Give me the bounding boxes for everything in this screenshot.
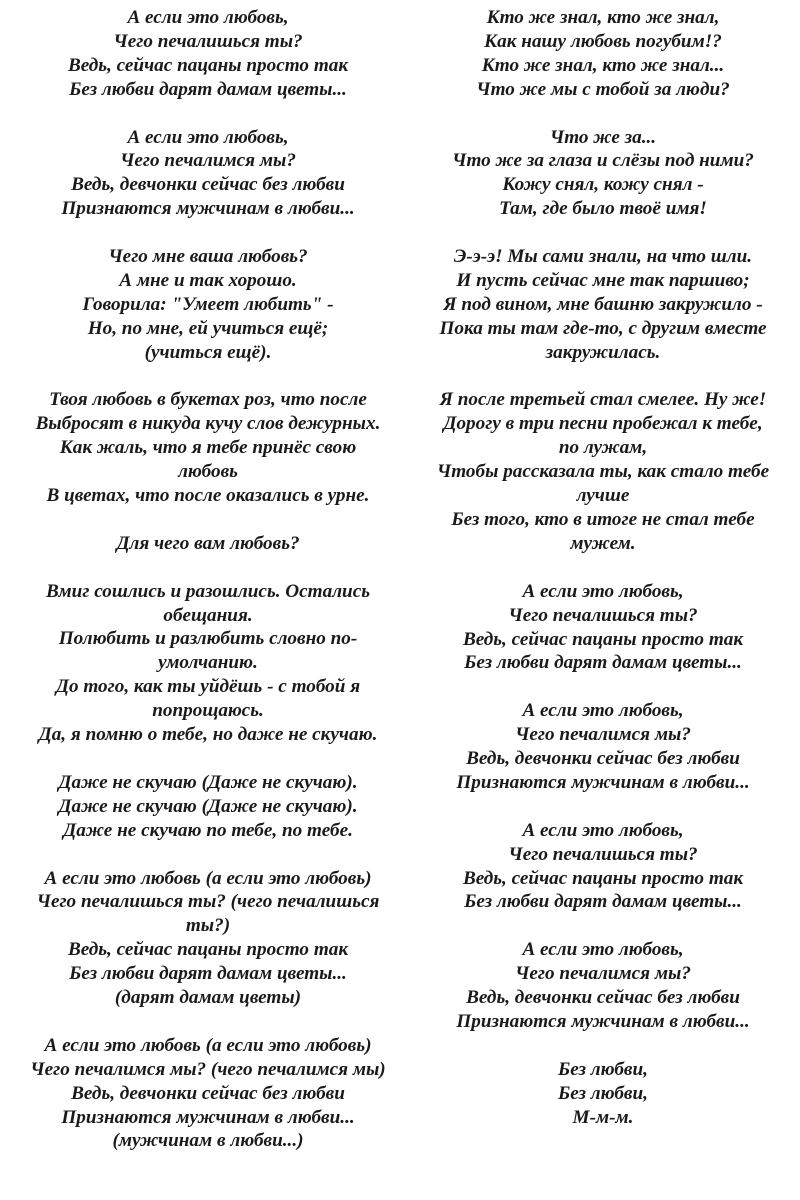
lyric-line: Признаются мужчинам в любви... — [61, 198, 355, 220]
lyric-line: А если это любовь (а если это любовь) — [44, 867, 372, 889]
stanza — [408, 245, 798, 365]
lyric-line: Что же мы с тобой за люди? — [476, 78, 730, 100]
lyric-line: Ведь, сейчас пацаны просто так — [462, 628, 744, 650]
lyric-line: Чего печалимся мы? — [515, 963, 691, 985]
lyric-line: Ведь, девчонки сейчас без любви — [466, 748, 740, 770]
lyric-line: Чего печалишься ты? (чего печалишься — [36, 891, 380, 913]
stanza — [408, 938, 798, 1034]
lyric-line: А если это любовь, — [522, 939, 684, 961]
stanza — [6, 388, 410, 508]
lyric-line: Я под вином, мне башню закружило - — [443, 293, 763, 315]
lyric-line: Как жаль, что я тебе принёс свою — [59, 437, 357, 459]
lyric-line: Ведь, сейчас пацаны просто так — [67, 54, 349, 76]
lyric-line: А если это любовь, — [522, 700, 684, 722]
lyric-line: А мне и так хорошо. — [119, 269, 297, 291]
lyric-line: Я после третьей стал смелее. Ну же! — [439, 389, 767, 411]
lyric-line: Что же за глаза и слёзы под ними? — [452, 150, 754, 172]
lyric-line: А если это любовь (а если это любовь) — [44, 1034, 372, 1056]
lyric-line: Без любви, — [558, 1058, 648, 1080]
lyric-line: Чего печалимся мы? — [515, 724, 691, 746]
stanza — [408, 580, 798, 676]
lyric-line: М-м-м. — [572, 1106, 634, 1128]
lyric-line: Чего печалишься ты? — [113, 30, 303, 52]
stanza — [6, 867, 410, 1010]
lyric-line: Чего печалимся мы? (чего печалимся мы) — [30, 1058, 386, 1080]
stanza — [6, 126, 410, 222]
lyric-line: Чего печалишься ты? — [508, 843, 698, 865]
lyric-line: Ведь, девчонки сейчас без любви — [71, 174, 345, 196]
lyric-line: мужем. — [570, 532, 636, 554]
stanza — [6, 6, 410, 102]
lyric-line: Там, где было твоё имя! — [499, 198, 707, 220]
lyric-line: Кто же знал, кто же знал, — [486, 7, 720, 28]
lyric-line: умолчанию. — [158, 652, 258, 674]
lyric-line: Чего мне ваша любовь? — [108, 246, 308, 268]
lyric-line: А если это любовь, — [127, 7, 289, 28]
lyric-line: Что же за... — [549, 126, 657, 148]
lyric-line: Говорила: "Умеет любить" - — [82, 293, 334, 315]
lyric-line: Ведь, сейчас пацаны просто так — [67, 939, 349, 961]
lyric-line: лучше — [576, 485, 630, 507]
lyric-line: попрощаюсь. — [152, 700, 264, 722]
stanza — [408, 819, 798, 915]
lyric-line: (дарят дамам цветы) — [114, 987, 302, 1009]
lyric-line: Дорогу в три песни пробежал к тебе, — [443, 413, 763, 435]
lyric-line: Без любви дарят дамам цветы... — [464, 891, 742, 913]
lyric-line: Пока ты там где-то, с другим вместе — [439, 317, 767, 339]
lyric-line: Даже не скучаю (Даже не скучаю). — [58, 771, 358, 793]
lyric-line: Да, я помню о тебе, но даже не скучаю. — [38, 724, 378, 746]
lyric-line: ты?) — [185, 915, 231, 937]
lyric-line: Даже не скучаю по тебе, по тебе. — [63, 819, 353, 841]
lyric-line: Признаются мужчинам в любви... — [456, 1010, 750, 1032]
lyric-line: Как нашу любовь погубим!? — [484, 30, 722, 52]
lyric-line: Чего печалимся мы? — [120, 150, 296, 172]
stanza — [408, 126, 798, 222]
stanza — [6, 580, 410, 747]
lyric-line: А если это любовь, — [522, 580, 684, 602]
lyric-line: Даже не скучаю (Даже не скучаю). — [58, 795, 358, 817]
lyric-line: Кожу снял, кожу снял - — [502, 174, 704, 196]
lyric-line: Без любви дарят дамам цветы... — [69, 78, 347, 100]
stanza — [6, 245, 410, 365]
lyric-line: закружилась. — [545, 341, 661, 363]
stanza — [6, 532, 410, 556]
lyric-line: Ведь, девчонки сейчас без любви — [466, 987, 740, 1009]
lyric-line: по лужам, — [558, 437, 648, 459]
lyric-line: любовь — [178, 461, 238, 483]
lyric-line: Ведь, девчонки сейчас без любви — [71, 1082, 345, 1104]
lyric-line: Твоя любовь в букетах роз, что после — [49, 389, 367, 411]
lyric-line: Без любви, — [558, 1082, 648, 1104]
lyric-line: Признаются мужчинам в любви... — [456, 771, 750, 793]
lyric-line: (учиться ещё). — [144, 341, 272, 363]
lyric-line: А если это любовь, — [522, 819, 684, 841]
lyric-line: Без того, кто в итоге не стал тебе — [451, 508, 755, 530]
lyric-line: Полюбить и разлюбить словно по- — [58, 628, 358, 650]
lyric-line: (мужчинам в любви...) — [112, 1130, 304, 1152]
lyric-line: Э-э-э! Мы сами знали, на что шли. — [453, 246, 753, 268]
stanza — [408, 699, 798, 795]
lyrics-column-left — [6, 6, 410, 1177]
lyric-line: До того, как ты уйдёшь - с тобой я — [55, 676, 361, 698]
lyric-line: Ведь, сейчас пацаны просто так — [462, 867, 744, 889]
lyric-line: Вмиг сошлись и разошлись. Остались — [45, 580, 370, 602]
lyric-line: И пусть сейчас мне так паршиво; — [456, 269, 750, 291]
stanza — [6, 1034, 410, 1154]
lyric-line: А если это любовь, — [127, 126, 289, 148]
stanza — [408, 6, 798, 102]
stanza — [408, 388, 798, 555]
lyric-line: Кто же знал, кто же знал... — [481, 54, 725, 76]
lyric-line: Признаются мужчинам в любви... — [61, 1106, 355, 1128]
lyrics-column-right — [408, 6, 798, 1153]
lyric-line: Чего печалишься ты? — [508, 604, 698, 626]
lyric-line: Но, по мне, ей учиться ещё; — [87, 317, 329, 339]
lyric-line: Для чего вам любовь? — [116, 532, 300, 554]
stanza — [408, 1058, 798, 1130]
lyric-line: Без любви дарят дамам цветы... — [464, 652, 742, 674]
lyric-line: Чтобы рассказала ты, как стало тебе — [436, 461, 770, 483]
lyric-line: Без любви дарят дамам цветы... — [69, 963, 347, 985]
stanza — [6, 771, 410, 843]
lyric-line: обещания. — [163, 604, 253, 626]
lyric-line: Выбросят в никуда кучу слов дежурных. — [35, 413, 381, 435]
lyric-line: В цветах, что после оказались в урне. — [46, 485, 370, 507]
